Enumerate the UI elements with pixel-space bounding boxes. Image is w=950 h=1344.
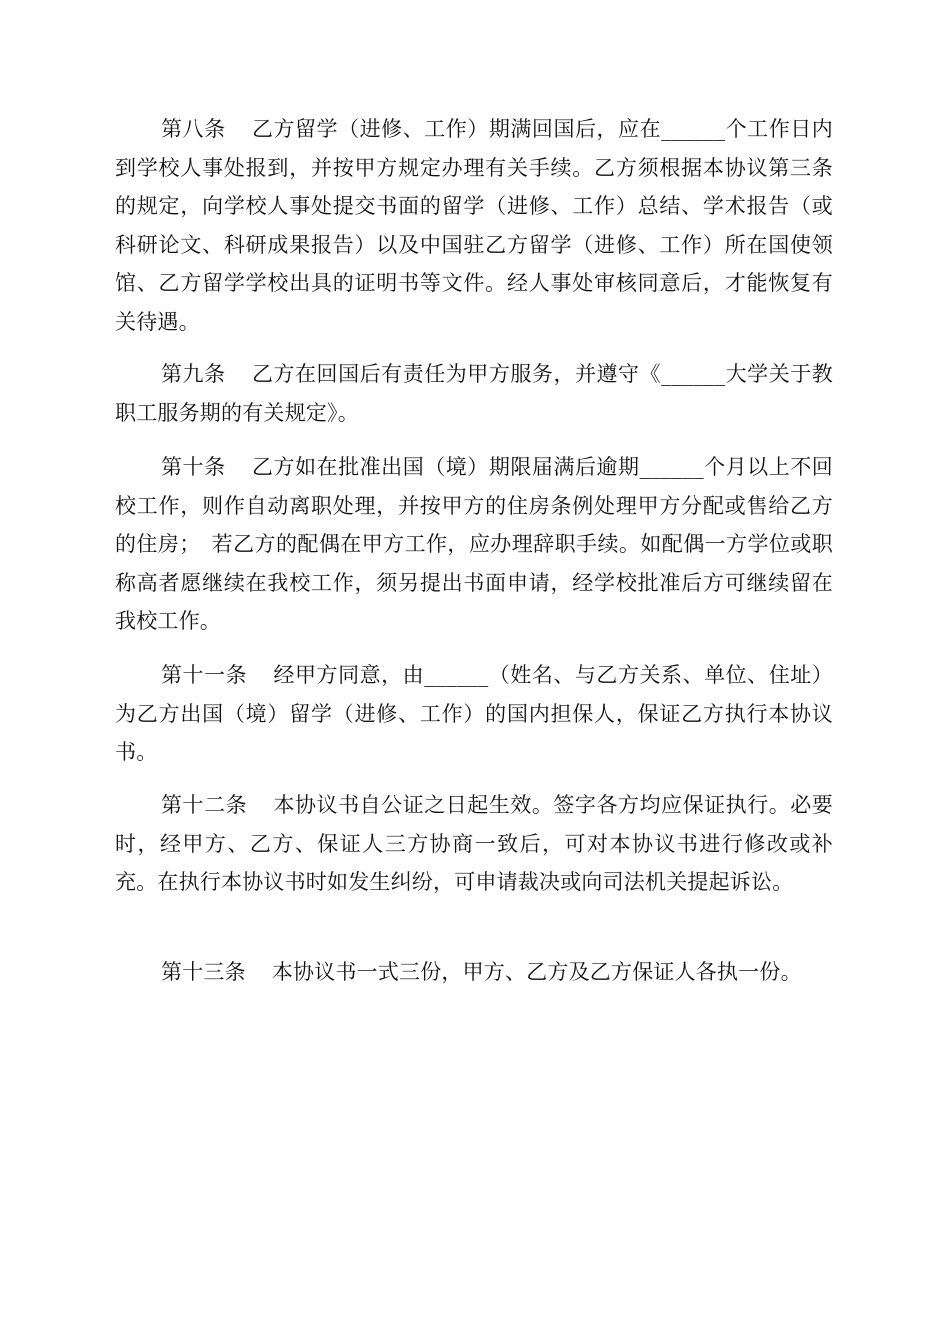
article-9: [115, 355, 833, 432]
article-text: 本协议书一式三份，甲方、乙方及乙方保证人各执一份。: [271, 960, 802, 984]
article-number: 第十一条: [161, 663, 248, 687]
article-number: 第九条: [161, 362, 226, 386]
article-text: 乙方如在批准出国（境）期限届满后逾期______个月以上不回校工作，则作自动离职处理，并按甲方的住房条例处理甲方分配或售给乙方的住房； 若乙方的配偶在甲方工作，应办理辞职手续。如配偶一方学位或职称高者愿继续在我校工作，须另提出书面申请，经学校批准后方可继续留在我校工作。: [115, 455, 833, 633]
article-text: 经甲方同意，由______（姓名、与乙方关系、单位、住址）为乙方出国（境）留学（进修、工作）的国内担保人，保证乙方执行本协议书。: [115, 663, 833, 764]
article-number: 第十二条: [161, 793, 248, 817]
article-12: [115, 786, 833, 902]
article-text: 乙方留学（进修、工作）期满回国后，应在______个工作日内到学校人事处报到，并按甲方规定办理有关手续。乙方须根据本协议第三条的规定，向学校人事处提交书面的留学（进修、工作）总结、学术报告（或科研论文、科研成果报告）以及中国驻乙方留学（进修、工作）所在国使领馆、乙方留学学校出具的证明书等文件。经人事处审核同意后，才能恢复有关待遇。: [115, 117, 833, 334]
article-number: 第十条: [161, 455, 226, 479]
article-text: 乙方在回国后有责任为甲方服务，并遵守《______大学关于教职工服务期的有关规定》。: [115, 362, 833, 425]
article-11: [115, 656, 833, 772]
article-13: [115, 953, 833, 992]
article-number: 第八条: [161, 117, 226, 141]
article-text: 本协议书自公证之日起生效。签字各方均应保证执行。必要时，经甲方、乙方、保证人三方协商一致后，可对本协议书进行修改或补充。在执行本协议书时如发生纠纷，可申请裁决或向司法机关提起诉讼。: [115, 793, 833, 894]
article-10: [115, 448, 833, 641]
article-8: [115, 110, 833, 341]
article-number: 第十三条: [161, 960, 246, 984]
